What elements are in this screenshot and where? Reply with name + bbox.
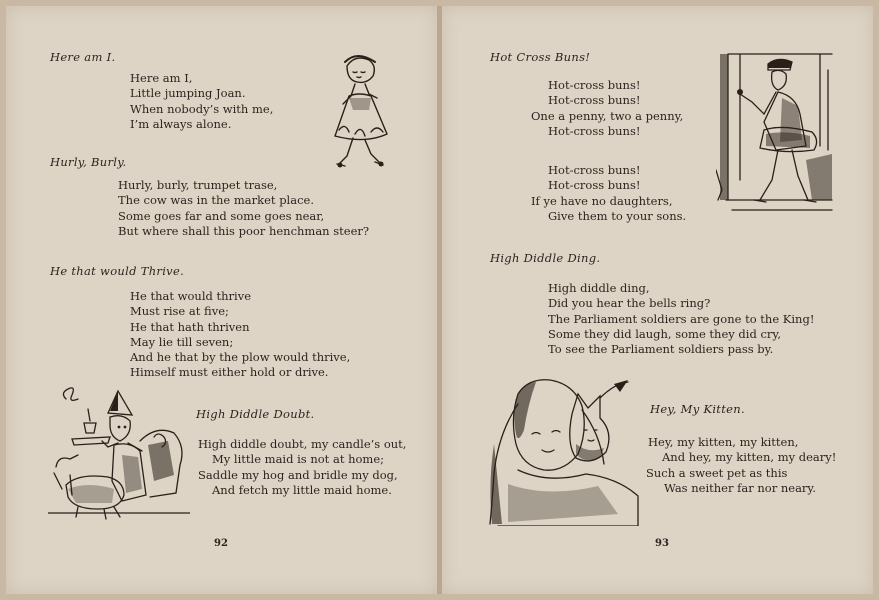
verse-line: The cow was in the market place.: [118, 193, 314, 208]
poem-hey-my-kitten: [648, 435, 836, 496]
verse-line: He that hath thriven: [130, 319, 250, 334]
verse-line: Such a sweet pet as this: [646, 465, 788, 480]
man-with-candle-hog-dog-illustration: [48, 385, 190, 521]
verse-line: Hot-cross buns!: [548, 78, 641, 92]
verse-line: When nobody’s with me,: [130, 101, 274, 116]
verse-line: Hot-cross buns!: [548, 123, 641, 138]
verse-line: Give them to your sons.: [548, 208, 687, 223]
verse-line: Saddle my hog and bridle my dog,: [198, 467, 398, 482]
poem-hot-cross-buns-stanza-1: [531, 78, 684, 139]
verse-line: High diddle doubt, my candle’s out,: [198, 437, 407, 451]
verse-line: And hey, my kitten, my deary!: [662, 450, 837, 465]
poem-title-he-that-would-thrive: He that would Thrive.: [50, 264, 185, 278]
verse-line: High diddle ding,: [548, 281, 650, 295]
verse-line: Must rise at five;: [130, 304, 229, 319]
child-with-kitten-illustration: [488, 374, 640, 526]
verse-line: My little maid is not at home;: [212, 452, 385, 467]
poem-title-high-diddle-ding: High Diddle Ding.: [490, 251, 601, 265]
poem-high-diddle-ding: [548, 281, 814, 357]
verse-line: Here am I,: [130, 71, 193, 85]
poem-title-hey-my-kitten: Hey, My Kitten.: [650, 402, 745, 416]
verse-line: Was neither far nor neary.: [664, 480, 817, 495]
verse-line: Little jumping Joan.: [130, 86, 246, 101]
verse-line: The Parliament soldiers are gone to the King!: [548, 311, 815, 326]
verse-line: Himself must either hold or drive.: [130, 365, 329, 380]
verse-line: He that would thrive: [130, 289, 252, 303]
poem-hot-cross-buns-stanza-2: [531, 163, 687, 224]
verse-line: Some they did laugh, some they did cry,: [548, 326, 782, 341]
verse-line: To see the Parliament soldiers pass by.: [548, 342, 774, 357]
verse-line: Did you hear the bells ring?: [548, 296, 711, 311]
verse-line: And he that by the plow would thrive,: [130, 350, 351, 365]
girl-jumping-illustration: [325, 52, 397, 174]
poem-here-am-i: [130, 71, 273, 132]
poem-he-that-would-thrive: [130, 289, 350, 381]
poem-title-hot-cross-buns: Hot Cross Buns!: [490, 50, 591, 64]
verse-line: One a penny, two a penny,: [531, 108, 684, 123]
poem-hurly-burly: [118, 178, 369, 239]
poem-title-here-am-i: Here am I.: [50, 50, 116, 64]
bun-seller-illustration: [716, 50, 834, 218]
verse-line: Some goes far and some goes near,: [118, 208, 325, 223]
page-number-right: 93: [655, 538, 669, 549]
verse-line: May lie till seven;: [130, 334, 234, 349]
verse-line: I’m always alone.: [130, 116, 232, 131]
verse-line: If ye have no daughters,: [531, 193, 673, 208]
verse-line: But where shall this poor henchman steer?: [118, 223, 370, 238]
verse-line: Hey, my kitten, my kitten,: [648, 435, 799, 449]
poem-title-hurly-burly: Hurly, Burly.: [50, 155, 127, 169]
verse-line: Hot-cross buns!: [548, 163, 641, 177]
poem-title-high-diddle-doubt: High Diddle Doubt.: [196, 407, 315, 421]
page-number-left: 92: [214, 538, 228, 549]
verse-line: And fetch my little maid home.: [212, 482, 392, 497]
verse-line: Hurly, burly, trumpet trase,: [118, 178, 278, 192]
poem-high-diddle-doubt: [198, 437, 406, 498]
verse-line: Hot-cross buns!: [548, 93, 641, 108]
verse-line: Hot-cross buns!: [548, 178, 641, 193]
